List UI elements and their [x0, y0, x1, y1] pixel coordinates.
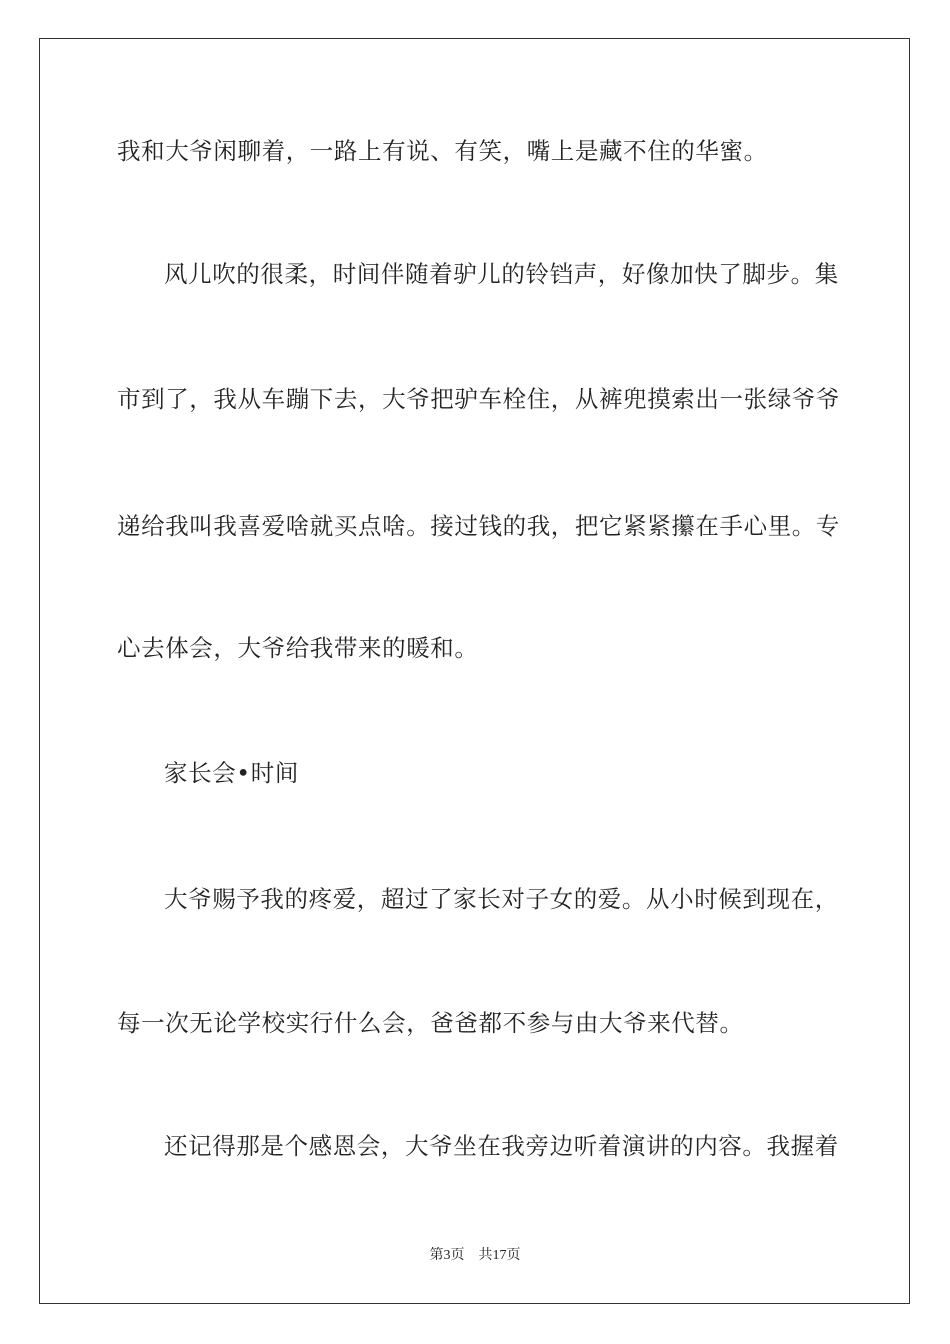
page-border [39, 38, 910, 1304]
text-line: 还记得那是个感恩会，大爷坐在我旁边听着演讲的内容。我握着 [164, 1132, 839, 1160]
text-line: 心去体会，大爷给我带来的暖和。 [117, 634, 479, 662]
text-line: 大爷赐予我的疼爱，超过了家长对子女的爱。从小时候到现在， [164, 885, 839, 913]
text-line: 我和大爷闲聊着，一路上有说、有笑，嘴上是藏不住的华蜜。 [117, 137, 768, 165]
text-line: 每一次无论学校实行什么会，爸爸都不参与由大爷来代替。 [117, 1009, 744, 1037]
section-heading: 家长会•时间 [164, 759, 299, 787]
text-line: 递给我叫我喜爱啥就买点啥。接过钱的我，把它紧紧攥在手心里。专 [117, 512, 840, 540]
total-pages: 共17页 [478, 1248, 521, 1263]
text-line: 风儿吹的很柔，时间伴随着驴儿的铃铛声，好像加快了脚步。集 [164, 260, 839, 288]
text-line: 市到了，我从车蹦下去，大爷把驴车栓住，从裤兜摸索出一张绿爷爷 [117, 385, 840, 413]
page-footer [0, 1244, 950, 1264]
page-number: 第3页 [429, 1248, 465, 1263]
